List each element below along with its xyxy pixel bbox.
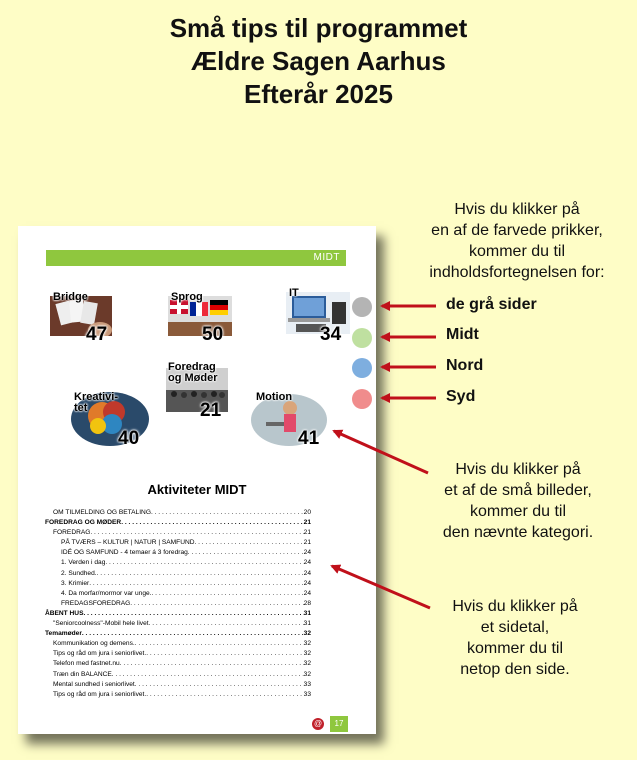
toc-entry: "Seniorcoolness"-Mobil hele livet bbox=[53, 620, 149, 628]
tile-sprog-page[interactable]: 50 bbox=[202, 324, 224, 345]
activities-heading: Aktiviteter MIDT bbox=[147, 482, 247, 497]
legend-red: Syd bbox=[446, 388, 476, 405]
toc-page-link[interactable]: 24 bbox=[303, 559, 311, 567]
toc-page-link[interactable]: 33 bbox=[303, 690, 311, 698]
toc-page-link[interactable]: 31 bbox=[303, 609, 311, 617]
toc-entry: ÅBENT HUS bbox=[45, 609, 84, 617]
tile-it-page[interactable]: 34 bbox=[320, 324, 342, 345]
legend-green: Midt bbox=[446, 326, 479, 343]
toc-entry: FOREDRAG OG MØDER bbox=[45, 519, 122, 527]
toc-page-link[interactable]: 21 bbox=[303, 529, 311, 537]
tile-kreativitet-page[interactable]: 40 bbox=[118, 428, 140, 449]
note-line: indholdsfortegnelsen for: bbox=[429, 264, 605, 281]
section-band: MIDT bbox=[46, 250, 346, 266]
note-line: et sidetal, bbox=[480, 619, 550, 636]
tile-motion-label: Motion bbox=[256, 391, 293, 403]
toc-entry: Tips og råd om jura i seniorlivet. bbox=[53, 690, 147, 698]
toc-entry: PÅ TVÆRS – KULTUR | NATUR | SAMFUND bbox=[61, 539, 195, 547]
tile-motion-page[interactable]: 41 bbox=[298, 428, 320, 449]
toc-entry: Tips og råd om jura i seniorlivet. bbox=[53, 650, 147, 658]
tile-kreativitet-label: Kreativi- tet bbox=[74, 391, 119, 414]
toc-entry: 3. Krimier bbox=[61, 579, 90, 587]
toc-page-link[interactable]: 24 bbox=[303, 569, 311, 577]
toc-page-link[interactable]: 24 bbox=[303, 589, 311, 597]
toc-entry: Mental sundhed i seniorlivet bbox=[53, 680, 135, 688]
note-line: Hvis du klikker på bbox=[454, 201, 580, 218]
tile-bridge-page[interactable]: 47 bbox=[86, 324, 108, 345]
toc-page-link[interactable]: 32 bbox=[303, 640, 311, 648]
toc-entry: Temamøder bbox=[45, 630, 82, 638]
title-line-3: Efterår 2025 bbox=[244, 79, 393, 109]
toc-page-link[interactable]: 21 bbox=[303, 519, 311, 527]
note-line: den nævnte kategori. bbox=[442, 524, 594, 541]
toc-entry: IDÉ OG SAMFUND - 4 temaer á 3 foredrag bbox=[61, 549, 188, 557]
tile-it-label: IT bbox=[289, 287, 299, 299]
legend-blue: Nord bbox=[446, 357, 484, 374]
toc-page-link[interactable]: 32 bbox=[303, 660, 311, 668]
toc-page-link[interactable]: 21 bbox=[303, 539, 311, 547]
toc-page-link[interactable]: 24 bbox=[303, 549, 311, 557]
title-line-2: Ældre Sagen Aarhus bbox=[191, 46, 446, 76]
tile-bridge-label: Bridge bbox=[53, 291, 88, 303]
toc-page-link[interactable]: 32 bbox=[303, 630, 311, 638]
note-line: en af de farvede prikker, bbox=[431, 222, 603, 239]
arrow-pages bbox=[332, 566, 430, 608]
toc-page-link[interactable]: 32 bbox=[303, 670, 311, 678]
toc-entry: FREDAGSFOREDRAG bbox=[61, 599, 131, 607]
at-sign-icon: @ bbox=[313, 719, 323, 728]
toc-entry: 2. Sundhed. bbox=[61, 569, 97, 577]
toc-entry: FOREDRAG bbox=[53, 529, 91, 537]
toc-page-link[interactable]: 32 bbox=[303, 650, 311, 658]
tile-sprog-label: Sprog bbox=[171, 291, 203, 303]
tile-foredrag-label: Foredrag og Møder bbox=[168, 361, 218, 384]
note-line: kommer du til bbox=[469, 503, 567, 520]
toc-page-link[interactable]: 28 bbox=[303, 599, 311, 607]
toc-entry: 1. Verden i dag bbox=[61, 559, 106, 567]
note-line: et af de små billeder, bbox=[444, 482, 592, 499]
page-number: 17 bbox=[330, 716, 348, 732]
toc-entry: Telefon med fastnet.nu bbox=[53, 660, 120, 668]
tile-foredrag-page[interactable]: 21 bbox=[200, 400, 222, 421]
toc-page-link[interactable]: 31 bbox=[303, 620, 311, 628]
toc-entry: 4. Da morfar/mormor var unge. bbox=[61, 589, 152, 597]
toc-page-link[interactable]: 20 bbox=[303, 509, 311, 516]
note-line: kommer du til bbox=[468, 243, 566, 260]
title-line-1: Små tips til programmet bbox=[169, 13, 468, 43]
arrow-images bbox=[334, 431, 428, 473]
note-line: Hvis du klikker på bbox=[455, 461, 581, 478]
legend-grey: de grå sider bbox=[446, 296, 537, 313]
note-line: Hvis du klikker på bbox=[452, 598, 578, 615]
toc-entry: Træn din BALANCE bbox=[53, 670, 112, 678]
note-line: netop den side. bbox=[460, 661, 570, 678]
note-line: kommer du til bbox=[466, 640, 564, 657]
toc-entry: Kommunikation og demens. bbox=[53, 640, 135, 648]
toc-entry: OM TILMELDING OG BETALING bbox=[53, 509, 151, 516]
toc-page-link[interactable]: 33 bbox=[303, 680, 311, 688]
toc-page-link[interactable]: 24 bbox=[303, 579, 311, 587]
